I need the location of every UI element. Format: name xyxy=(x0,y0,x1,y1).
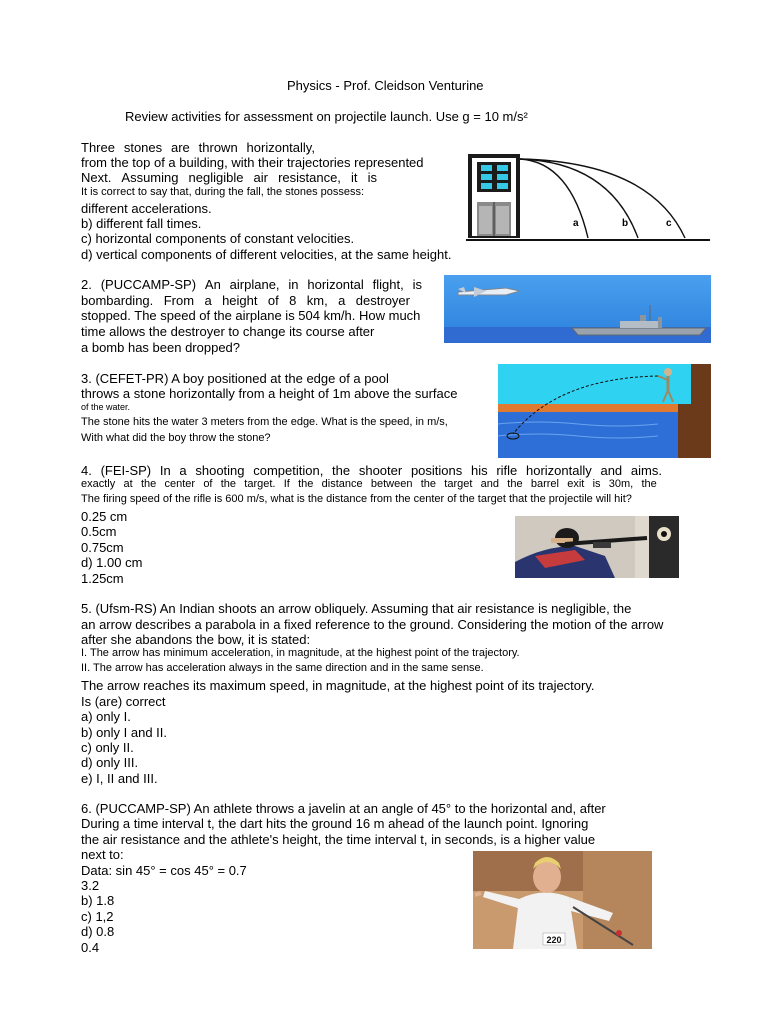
building-trajectory-figure xyxy=(460,152,710,244)
q4-option: 1.25cm xyxy=(81,571,124,586)
trajectory-label-c: c xyxy=(666,218,672,229)
q1-line-3: Next. Assuming negligible air resistance, it is xyxy=(81,170,377,185)
bib-number: 220 xyxy=(546,935,562,945)
q5-line-3: after she abandons the bow, it is stated: xyxy=(81,632,311,647)
q1-option: c) horizontal components of constant velocities. xyxy=(81,231,355,246)
q5-line-2: an arrow describes a parabola in a fixed reference to the ground. Considering the motion of the arrow xyxy=(81,617,664,632)
q2-line-5: a bomb has been dropped? xyxy=(81,340,241,355)
q5-option: d) only III. xyxy=(81,755,139,770)
q6-option: 3.2 xyxy=(81,878,100,893)
airplane-destroyer-figure xyxy=(444,275,711,343)
q5-statement: I. The arrow has minimum acceleration, in magnitude, at the highest point of the trajectory. xyxy=(81,647,520,659)
q4-option: 0.75cm xyxy=(81,540,124,555)
q6-line-4: next to: xyxy=(81,847,124,862)
q6-line-1: 6. (PUCCAMP-SP) An athlete throws a javelin at an angle of 45° to the horizontal and, after xyxy=(81,801,606,816)
q5-option: b) only I and II. xyxy=(81,725,167,740)
q1-option: d) vertical components of different velocities, at the same height. xyxy=(81,247,452,262)
q6-option: b) 1.8 xyxy=(81,893,115,908)
q2-line-4: time allows the destroyer to change its course after xyxy=(81,324,375,339)
q5-option: c) only II. xyxy=(81,740,134,755)
q3-line-5: With what did the boy throw the stone? xyxy=(81,432,271,444)
q5-line-6: The arrow reaches its maximum speed, in magnitude, at the highest point of its trajectory. xyxy=(81,678,595,693)
q5-statement: II. The arrow has acceleration always in the same direction and in the same sense. xyxy=(81,662,484,674)
pool-throw-figure xyxy=(498,364,711,458)
q2-line-3: stopped. The speed of the airplane is 504 km/h. How much xyxy=(81,308,421,323)
q3-line-2: throws a stone horizontally from a height of 1m above the surface xyxy=(81,386,458,401)
trajectory-label-b: b xyxy=(622,218,629,229)
q6-line-3: the air resistance and the athlete's height, the time interval t, in seconds, is a higher value xyxy=(81,832,596,847)
q6-option: 0.4 xyxy=(81,940,100,955)
q3-line-4: The stone hits the water 3 meters from the edge. What is the speed, in m/s, xyxy=(81,416,448,428)
q1-option: b) different fall times. xyxy=(81,216,202,231)
q4-option: d) 1.00 cm xyxy=(81,555,143,570)
q2-line-2: bombarding. From a height of 8 km, a destroyer xyxy=(81,293,410,308)
q6-option: d) 0.8 xyxy=(81,924,115,939)
q5-option: a) only I. xyxy=(81,709,131,724)
q3-line-1: 3. (CEFET-PR) A boy positioned at the edge of a pool xyxy=(81,371,389,386)
q3-line-3: of the water. xyxy=(81,402,131,412)
q6-option: c) 1,2 xyxy=(81,909,114,924)
page-title: Physics - Prof. Cleidson Venturine xyxy=(287,78,484,93)
q5-line-1: 5. (Ufsm-RS) An Indian shoots an arrow obliquely. Assuming that air resistance is negligible, the xyxy=(81,601,632,616)
shooter-photo xyxy=(515,516,679,578)
trajectory-label-a: a xyxy=(573,218,579,229)
q5-option: e) I, II and III. xyxy=(81,771,158,786)
q5-line-7: Is (are) correct xyxy=(81,694,166,709)
q1-line-2: from the top of a building, with their trajectories represented xyxy=(81,155,424,170)
q4-option: 0.5cm xyxy=(81,524,117,539)
q1-option: different accelerations. xyxy=(81,201,212,216)
q2-line-1: 2. (PUCCAMP-SP) An airplane, in horizontal flight, is xyxy=(81,277,422,292)
javelin-athlete-photo xyxy=(473,851,652,949)
q4-line-3: The firing speed of the rifle is 600 m/s, what is the distance from the center of the target that the projectile will hit? xyxy=(81,493,632,505)
q1-line-1: Three stones are thrown horizontally, xyxy=(81,140,315,155)
q4-line-2: exactly at the center of the target. If the distance between the target and the barrel exit is 30m, the xyxy=(81,478,657,490)
q4-line-1: 4. (FEI-SP) In a shooting competition, the shooter positions his rifle horizontally and aims. xyxy=(81,463,662,478)
q4-option: 0.25 cm xyxy=(81,509,128,524)
page-subtitle: Review activities for assessment on projectile launch. Use g = 10 m/s² xyxy=(125,109,528,124)
q6-line-2: During a time interval t, the dart hits the ground 16 m ahead of the launch point. Ignoring xyxy=(81,816,589,831)
q6-data: Data: sin 45° = cos 45° = 0.7 xyxy=(81,863,247,878)
q1-line-4: It is correct to say that, during the fall, the stones possess: xyxy=(81,186,365,198)
